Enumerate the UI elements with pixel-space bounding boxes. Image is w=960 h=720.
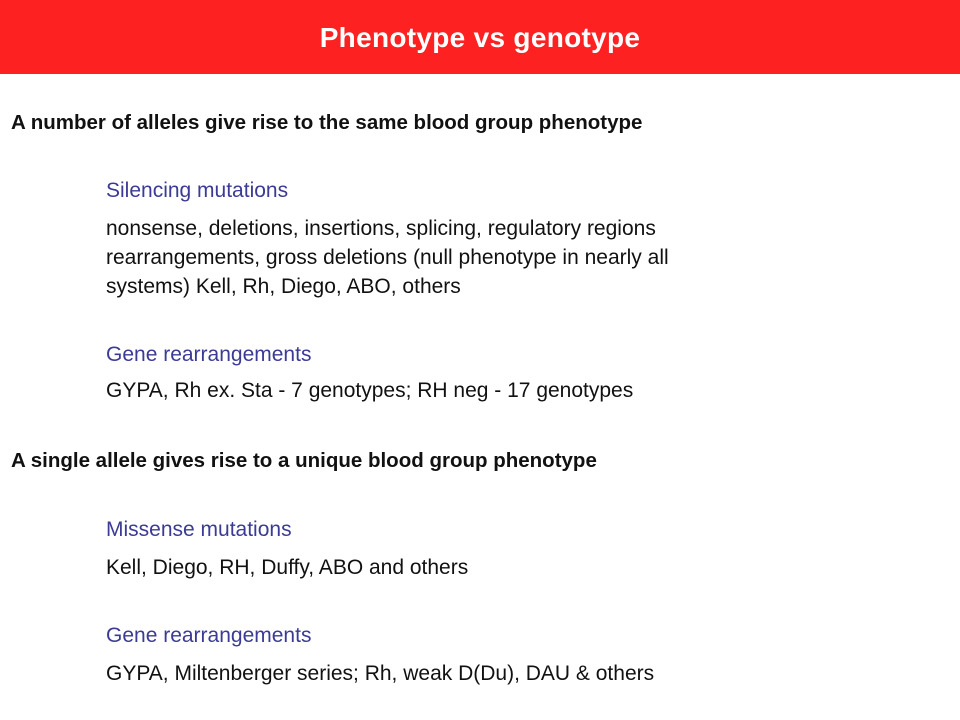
body-line: Kell, Diego, RH, Duffy, ABO and others bbox=[106, 556, 469, 579]
body-text-missense-mutations bbox=[106, 553, 468, 582]
body-text-silencing-mutations bbox=[106, 214, 669, 301]
subheading-silencing-mutations: Silencing mutations bbox=[106, 179, 289, 202]
body-line: GYPA, Rh ex. Sta - 7 genotypes; RH neg - 17 genotypes bbox=[106, 379, 634, 402]
section-heading-single-allele: A single allele gives rise to a unique blood group phenotype bbox=[11, 449, 597, 472]
subheading-missense-mutations: Missense mutations bbox=[106, 518, 292, 541]
body-line: GYPA, Miltenberger series; Rh, weak D(Du), DAU & others bbox=[106, 662, 655, 685]
section-heading-multiple-alleles: A number of alleles give rise to the same blood group phenotype bbox=[11, 111, 643, 134]
subheading-gene-rearrangements-1: Gene rearrangements bbox=[106, 343, 312, 366]
title-bar bbox=[0, 0, 960, 74]
body-text-gene-rearrangements-2 bbox=[106, 659, 654, 688]
body-text-gene-rearrangements-1 bbox=[106, 376, 633, 405]
body-line: systems) Kell, Rh, Diego, ABO, others bbox=[106, 275, 461, 298]
slide-title: Phenotype vs genotype bbox=[319, 22, 641, 53]
subheading-gene-rearrangements-2: Gene rearrangements bbox=[106, 624, 312, 647]
body-line: nonsense, deletions, insertions, splicing, regulatory regions bbox=[106, 217, 656, 240]
body-line: rearrangements, gross deletions (null phenotype in nearly all bbox=[106, 246, 669, 269]
